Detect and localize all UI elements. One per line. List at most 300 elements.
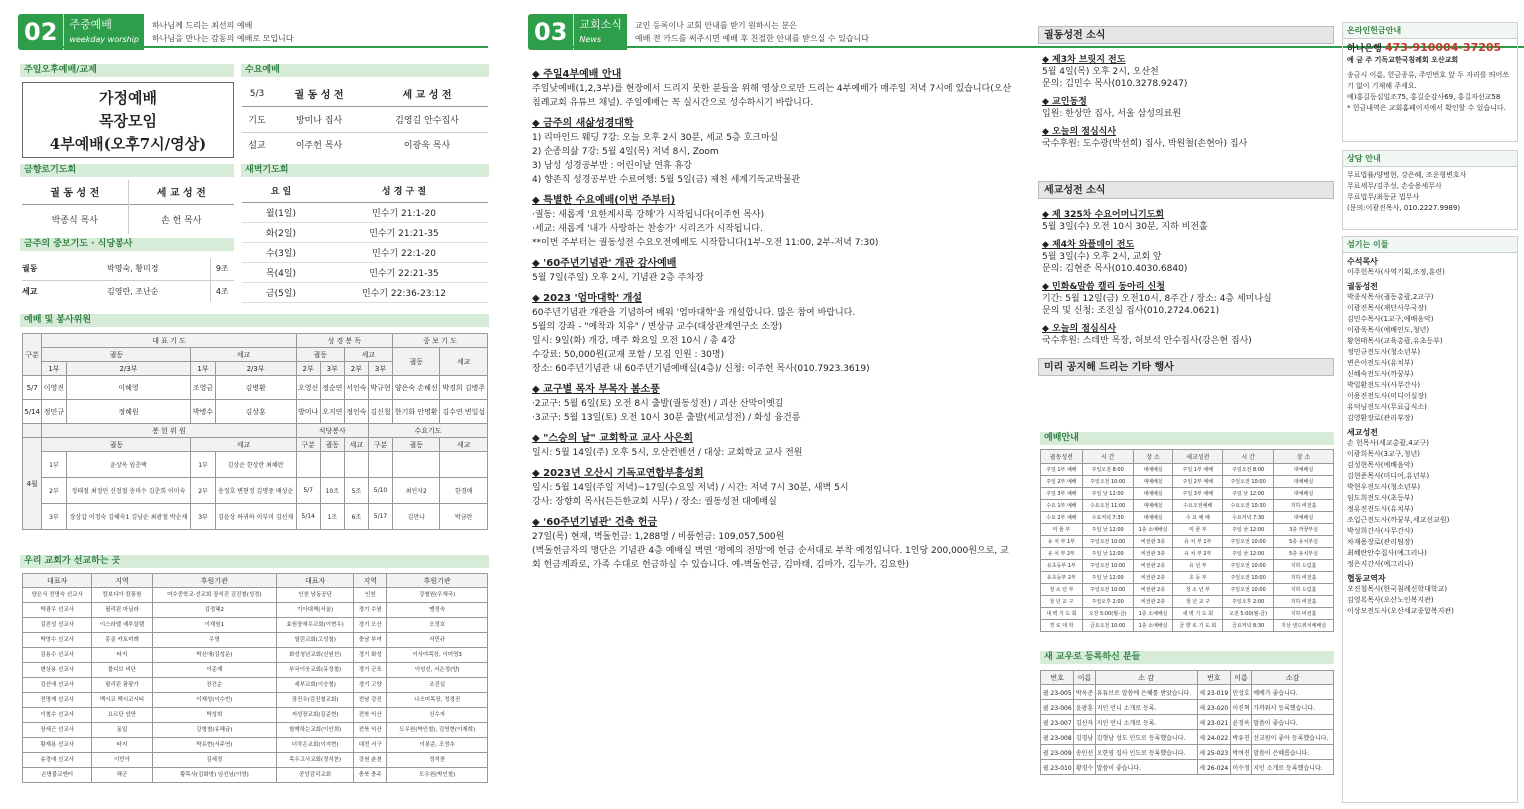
mission-row xyxy=(23,633,488,648)
counsel-line: 무료법률/양병현, 강은혜, 조운형변호사 xyxy=(1347,171,1467,179)
offering-cell xyxy=(440,452,488,478)
serve-sub-header: 2부 xyxy=(344,362,368,376)
news-title: ◆ 교구별 목자 부목자 봄소풍 xyxy=(532,384,660,395)
kwol-item-title: ◆ 교인동정 xyxy=(1042,97,1087,107)
worship-cell: 수요저녁 7:30 xyxy=(1223,512,1274,524)
staff-member: 김영환장로(관리부장) xyxy=(1347,414,1414,422)
dawn-row xyxy=(242,222,488,242)
offering-cell: 한경애 xyxy=(440,478,488,504)
mission-cell: 박영수 선교사 xyxy=(23,633,92,648)
pray-table: 궐동 박명숙, 황미경 9조 세교 김영란, 조난순 4조 xyxy=(22,258,234,302)
newcomer-row xyxy=(1041,715,1334,730)
segyo-news xyxy=(1038,181,1334,351)
worship-cell: 주일오전 10:00 xyxy=(1223,476,1274,488)
offering-row xyxy=(23,452,488,478)
worship-cell: 금요저녁 8:30 xyxy=(1223,620,1274,632)
offering-header-cell: 세교 xyxy=(440,438,488,452)
offering-cell: 송정호 변현정 김명중 배성순 xyxy=(215,478,296,504)
offering-header-cell: 궐동 xyxy=(320,438,344,452)
mission-cell: 이성선, 서은정(양) xyxy=(387,663,488,678)
offering-header-cell: 구분 xyxy=(368,438,392,452)
mission-cell: 박성희 xyxy=(152,708,276,723)
offering-cell: 최인자2 xyxy=(393,478,440,504)
newcomer-header-cell: 이름 xyxy=(1230,671,1251,685)
worship-cell: 비전관 2층 xyxy=(1133,572,1173,584)
mission-cell: 경기 화성 xyxy=(354,648,387,663)
mission-cell: 전북 익산 xyxy=(354,708,387,723)
mission-cell: 정석찬 xyxy=(387,753,488,768)
mission-cell: 목우고사교회(정석찬) xyxy=(277,753,354,768)
staff-member: 정은지간사(예그리나) xyxy=(1347,560,1414,568)
mission-cell: 김용수 선교사 xyxy=(23,648,92,663)
news-body: 주일낮예배(1,2,3부)를 현장에서 드리지 못한 분들을 위해 영상으로만 드리는 4부예배가 매주일 저녁 7시에 있습니다(오산침례교회 유튜브 채널). 주일예배는 꼭 실시간으로 성수하시기 바랍니다. xyxy=(532,84,1012,108)
newcomer-cell: 김경남 xyxy=(1074,730,1095,745)
newcomer-cell: 세 23-021 xyxy=(1197,715,1230,730)
mission-header-cell: 후원기관 xyxy=(152,574,276,588)
staff-member: 오진철목사(한국침례신학대학교) xyxy=(1347,585,1448,593)
worship-cell: 3층 까꿍부실 xyxy=(1274,524,1334,536)
header-desc-1: 교인 등록이나 교회 안내를 받기 원하시는 분은 xyxy=(634,21,798,30)
mission-cell: 열린교회(고성철) xyxy=(277,633,354,648)
mission-cell: 이스라엘 예루살렘 xyxy=(92,618,152,633)
newcomer-cell: 이수정 xyxy=(1230,760,1251,775)
mission-cell: 캄보디아 캄퐁참 xyxy=(92,588,152,603)
mission-cell: 김진성 선교사 xyxy=(23,618,92,633)
worship-cell: 주일오전 10:00 xyxy=(1082,560,1133,572)
worship-cell: 1층 소예배실 xyxy=(1133,608,1173,620)
offering-header-cell: 궐동 xyxy=(393,438,440,452)
worship-row xyxy=(1041,512,1334,524)
newcomer-cell: 궐 23-005 xyxy=(1041,685,1074,700)
worship-cell: 유초등부 1부 xyxy=(1041,560,1083,572)
serve-cell: 박경희 김병주 xyxy=(440,376,488,400)
serve-cell: 오지연 xyxy=(320,400,344,424)
offering-cell xyxy=(296,452,320,478)
serve-row xyxy=(23,376,488,400)
newcomer-cell: 궐 23-009 xyxy=(1041,745,1074,760)
worship-cell: 주일 낮 12:00 xyxy=(1223,548,1274,560)
mission-header-cell: 지역 xyxy=(354,574,387,588)
mission-cell: 도우원(박인철), 김영현(이재희) xyxy=(387,723,488,738)
serve-cell: 김수연 변일섭 xyxy=(440,400,488,424)
segyo-item-body: 5월 3일(수) 오전 10시 30분, 지하 비전홀 xyxy=(1042,222,1208,232)
worship-cell: 주일 낮 12:00 xyxy=(1082,548,1133,560)
mission-cell: 이준재 xyxy=(152,663,276,678)
serve-cell: 오영선 xyxy=(296,376,320,400)
offering-cell: 김상순 한상란 최혜란 xyxy=(215,452,296,478)
staff-member: 조입근전도사(까꿍부,세교선교원) xyxy=(1347,516,1450,524)
newcomer-cell: 궐 23-007 xyxy=(1041,715,1074,730)
mission-cell: 이철수 선교사 xyxy=(23,708,92,723)
mission-cell: 황목사(김화영) 임선님(이영) xyxy=(152,768,276,783)
staff-member: 이광진목사(재단사무국장) xyxy=(1347,304,1427,312)
offering-row xyxy=(23,504,488,530)
staff-member: 이주헌목사(사역기획,조정,훈련) xyxy=(1347,268,1445,276)
kwol-item-body: 5월 4일(목) 오후 2시, 오산천 문의: 김민수 목사(010.3278.9247) xyxy=(1042,67,1188,89)
staff-member: 김현준목사(미디어,유년부) xyxy=(1347,472,1430,480)
dawn-row xyxy=(242,282,488,302)
offering-cell xyxy=(320,452,344,478)
worship-cell: 대예배실 xyxy=(1133,464,1173,476)
newcomers-table xyxy=(1040,670,1334,775)
offering-cell: 윤상옥 임춘택 xyxy=(66,452,191,478)
worship-header-cell: 장 소 xyxy=(1133,450,1173,464)
worship-cell: 청 소 년 부 xyxy=(1173,584,1223,596)
page-number: 02 xyxy=(18,14,63,50)
newcomer-header-cell: 번호 xyxy=(1041,671,1074,685)
mission-cell: 김세정 xyxy=(152,753,276,768)
worship-cell: 대예배실 xyxy=(1133,488,1173,500)
worship-cell: 지상 샌드위치예배실 xyxy=(1274,620,1334,632)
mission-cell: 요르단 암만 xyxy=(92,708,152,723)
serve-row xyxy=(23,400,488,424)
worship-cell: 주일오전 10:00 xyxy=(1223,536,1274,548)
newcomer-cell: 세 23-020 xyxy=(1197,700,1230,715)
offering-cell: 1조 xyxy=(320,504,344,530)
newcomer-header-cell: 소 감 xyxy=(1095,671,1197,685)
newcomer-cell: 말씀이 좋습니다. xyxy=(1095,760,1197,775)
newcomer-cell: 세 25-023 xyxy=(1197,745,1230,760)
serve-cell: 김상훈 xyxy=(215,400,296,424)
serve-cell: 서인숙 xyxy=(344,376,368,400)
worship-cell: 주일 2부 예배 xyxy=(1041,476,1083,488)
mission-cell: 동일 xyxy=(92,723,152,738)
kwol-item-body: 입원: 한상만 집사, 서울 삼성의료원 xyxy=(1042,109,1182,119)
staff-member: 신혜숙전도사(까꿍부) xyxy=(1347,370,1414,378)
mission-cell: 타지 xyxy=(92,738,152,753)
mission-cell: 변상용 선교사 xyxy=(23,663,92,678)
worship-row xyxy=(1041,488,1334,500)
serve-cell: 양은숙 손혜선 xyxy=(393,376,440,400)
newcomer-header-cell: 번호 xyxy=(1197,671,1230,685)
mission-cell: 나오미목장, 정경진 xyxy=(387,693,488,708)
mission-cell: 조진실 xyxy=(387,678,488,693)
newcomer-cell: 가까워서 등록했습니다. xyxy=(1252,700,1334,715)
staff-member: 정유진전도사(유치부) xyxy=(1347,505,1414,513)
divider xyxy=(18,46,488,48)
worship-cell: 주일오전 10:00 xyxy=(1223,584,1274,596)
dawn-cell: 목(4일) xyxy=(265,268,297,279)
offering-header-cell: 구분 xyxy=(296,438,320,452)
worship-cell: 수요오전예배 xyxy=(1173,500,1223,512)
staff-member: 이광욱목사(예배인도,청년) xyxy=(1347,326,1430,334)
news-body: ·2교구: 5월 6일(토) 오전 8시 출발(궐동성전) / 괴산 산막이옛길 ·3교구: 5월 13일(토) 오전 10시 30분 출발(세교성전) / 화성 융건릉 xyxy=(532,399,801,423)
newcomer-cell: 세 24-022 xyxy=(1197,730,1230,745)
newcomer-cell: 박옥준 xyxy=(1074,685,1095,700)
worship-cell: 수요오전 10:30 xyxy=(1223,500,1274,512)
dawn-cell: 민수기 22:36-23:12 xyxy=(361,288,447,299)
worship-cell: 대예배실 xyxy=(1133,476,1173,488)
worship-cell: 5층 유치부실 xyxy=(1274,536,1334,548)
mission-cell: 김선애 선교사 xyxy=(23,678,92,693)
staff-member: 박현우전도사(청소년부) xyxy=(1347,483,1421,491)
worship-cell: 지하 드림홀 xyxy=(1274,560,1334,572)
mission-cell: 화성청년교회(신원선) xyxy=(277,648,354,663)
worship-cell: 수요오전 11:00 xyxy=(1082,500,1133,512)
worship-cell: 수요저녁 7:30 xyxy=(1082,512,1133,524)
worship-cell: 1층 소예배실 xyxy=(1133,524,1173,536)
news-body: 1) 리마인드 웨딩 7강: 오늘 오후 2시 30분, 세교 5층 호크마실 2) 순종의삶 7강: 5월 4일(목) 저녁 8시, Zoom 3) 남성 성경공부반 : 어린이날 연휴 휴강 4) 향존직 성경공부반 수료여행: 5월 5일(금) 제천 세계기독교박물관 xyxy=(532,133,801,185)
mission-header-cell: 대표자 xyxy=(277,574,354,588)
serve-sub-header: 1부 xyxy=(42,362,66,376)
news-title: ◆ '60주년기념관' 건축 헌금 xyxy=(532,517,658,528)
staff-member: 박일환전도사(사무간사) xyxy=(1347,381,1421,389)
worship-cell: 비전관 2층 xyxy=(1133,596,1173,608)
mission-cell: 장건순 xyxy=(152,678,276,693)
fri-table: 궐 동 성 전 세 교 성 전 박종식 목사 손 헌 목사 xyxy=(22,180,234,234)
sunday-line-1: 가정예배 xyxy=(99,89,157,107)
serve-cell: 박병수 xyxy=(191,400,215,424)
offering-cell: 2부 xyxy=(191,478,215,504)
wed-section-title: 수요예배 xyxy=(241,64,489,77)
worship-header-cell: 궐동성전 xyxy=(1041,450,1083,464)
staff-member: 이광희목사(3교구,청년) xyxy=(1347,450,1420,458)
page-subtitle: weekday worship xyxy=(69,35,139,44)
serve-cell: 정민규 xyxy=(42,400,66,424)
sunday-line-2: 목장모임 xyxy=(99,112,157,130)
offering-cell: 김윤상 하귀하 이부미 김선재 xyxy=(215,504,296,530)
mission-cell: 필리핀 마닐라 xyxy=(92,603,152,618)
worship-cell: 금 향 로 기 도 회 xyxy=(1173,620,1223,632)
worship-cell: 주일 낮 12:00 xyxy=(1223,488,1274,500)
mission-cell: 전명재 선교사 xyxy=(23,693,92,708)
worship-cell: 5층 유치부실 xyxy=(1274,548,1334,560)
kwol-news xyxy=(1038,26,1334,154)
mission-cell: 서민규 xyxy=(387,633,488,648)
segyo-item-body: 기간: 5월 12일(금) 오전10시, 8주간 / 장소: 4층 세미나실 문의 및 신청: 조진실 집사(010.2724.0621) xyxy=(1042,294,1272,316)
worship-cell: 오전 5:00(월-금) xyxy=(1082,608,1133,620)
offering-cell: 5/17 xyxy=(368,504,392,530)
header-desc-1: 하나님께 드리는 최선의 예배 xyxy=(151,21,253,30)
newcomer-cell: 박유진 xyxy=(1230,730,1251,745)
staff-member: 이용진전도사(미디어실장) xyxy=(1347,392,1427,400)
mission-cell: 몽골 카토미례 xyxy=(92,633,152,648)
mission-cell: 충북 충주 xyxy=(354,768,387,783)
worship-cell: 대예배실 xyxy=(1133,512,1173,524)
mission-cell: 장진우(김진철교회) xyxy=(277,693,354,708)
worship-cell: 청 년 교 구 xyxy=(1173,596,1223,608)
worship-cell: 오전 5:00(월-금) xyxy=(1223,608,1274,620)
staff-member: 최혜란안수집사(예그리나) xyxy=(1347,549,1427,557)
worship-cell: 초 등 부 xyxy=(1173,572,1223,584)
mission-cell: 경기 오산 xyxy=(354,618,387,633)
worship-cell: 대예배실 xyxy=(1274,464,1334,476)
worship-row xyxy=(1041,536,1334,548)
newcomer-cell: 지인 언니 소개로 등록. xyxy=(1095,715,1197,730)
serve-sub-header: 1부 xyxy=(191,362,215,376)
mission-header-cell: 지역 xyxy=(92,574,152,588)
serve-cell: 5/7 xyxy=(23,376,42,400)
worship-row xyxy=(1041,584,1334,596)
staff-member: 변은이전도사(유치부) xyxy=(1347,359,1414,367)
counsel-line: (문의:이광진목사, 010.2227.9989) xyxy=(1347,204,1461,212)
news-body: 5월 7일(주일) 오후 2시, 기념관 2층 주차장 xyxy=(532,273,704,283)
mission-cell: 경기 수원 xyxy=(354,603,387,618)
staff-group: 세교성전 xyxy=(1347,428,1378,437)
mission-cell: 부국이웃교회(유정철) xyxy=(277,663,354,678)
worship-row xyxy=(1041,464,1334,476)
mission-cell: 우명 xyxy=(152,633,276,648)
mission-row xyxy=(23,708,488,723)
other-events-bar: 미리 공지해 드리는 기타 행사 xyxy=(1038,358,1334,376)
worship-cell: 주일오후 2:00 xyxy=(1223,596,1274,608)
dawn-section-title: 새벽기도회 xyxy=(241,164,489,177)
news-title: ◆ 금주의 새삶성경대학 xyxy=(532,118,634,129)
mission-row xyxy=(23,618,488,633)
mission-row xyxy=(23,603,488,618)
mission-cell: 송경애 선교사 xyxy=(23,753,92,768)
offering-cell: 5/14 xyxy=(296,504,320,530)
page-title: 교회소식 xyxy=(579,18,622,31)
staff-member: 김민수목사(1교구,예배음악) xyxy=(1347,315,1434,323)
dawn-cell: 수(3일) xyxy=(265,248,297,259)
news-body: 60주년기념관 개관을 기념하여 배워 '엄마대학'을 개설합니다. 많은 참여 바랍니다. 5월의 강좌 - "예착과 치유" / 변상규 교수(대상관계연구소 소장) 일시: 9일(화) 개강, 매주 화요일 오전 10시 / 총 4강 수강료: 50,000원(교재 포함 / 모집 인원 : 30명) 장소: 60주년기념관 내 60주년기념예배실(4층)/ 신청: 이주헌 목사(010.7923.3619) xyxy=(532,308,870,374)
offering-cell: 5/10 xyxy=(368,478,392,504)
newcomer-row xyxy=(1041,745,1334,760)
segyo-item-title: ◆ 오늘의 점심식사 xyxy=(1042,324,1117,334)
mission-row xyxy=(23,648,488,663)
worship-cell: 주일 낮 12:00 xyxy=(1082,524,1133,536)
offering-cell: 장상갑 이정숙 김혜숙1 김남순 최광철 박순재 xyxy=(66,504,191,530)
newcomer-cell: 선교원이 좋아 등록했습니다. xyxy=(1252,730,1334,745)
worship-cell: 주일 낮 12:00 xyxy=(1223,524,1274,536)
offering-row xyxy=(23,478,488,504)
dawn-row xyxy=(242,262,488,282)
worship-cell: 주일오전 10:00 xyxy=(1082,584,1133,596)
worship-cell: 유 치 부 2부 xyxy=(1041,548,1083,560)
offering-header-cell: 세교 xyxy=(191,438,296,452)
serve-sub-header: 3부 xyxy=(368,362,392,376)
staff-member: 손 헌목사(세교총괄,4교구) xyxy=(1347,439,1429,447)
page-02-weekday-worship xyxy=(0,0,496,809)
news-body: 27일(목) 현재, 벽돌헌금: 1,288명 / 비품헌금: 109,057,500원 (벽돌헌금자의 명단은 기념관 4층 예배실 벽면 '평예의 전망'에 헌금 순서대로 부착 예정입니다. 1인당 200,000원으로, 교회 헌금계좌로, 가족 수대로 헌금하실 수 있습니다. 예-벽돌헌금, 김마태, 김마가, 김누가, 김요한) xyxy=(532,532,1009,570)
mission-cell: 충남 부여 xyxy=(354,633,387,648)
worship-cell: 미 꿈 부 xyxy=(1041,524,1083,536)
staff-member: 박성희간사(사무간사) xyxy=(1347,527,1414,535)
mission-cell: 황재용 선교사 xyxy=(23,738,92,753)
dawn-row xyxy=(242,242,488,262)
mission-cell: 신수자 xyxy=(387,708,488,723)
offering-cell xyxy=(368,452,392,478)
mission-cell: 전북 익산 xyxy=(354,723,387,738)
offering-cell xyxy=(393,452,440,478)
mission-cell: 경기 고양 xyxy=(354,678,387,693)
page-03-news xyxy=(518,0,1524,809)
worship-cell: 비전관 2층 xyxy=(1133,584,1173,596)
worship-cell: 새 벽 기 도 회 xyxy=(1041,608,1083,620)
page-number: 03 xyxy=(528,14,573,50)
worship-cell: 주일오전 10:00 xyxy=(1082,476,1133,488)
serve-cell: 이혜영 xyxy=(66,376,191,400)
staff-group: 궐동성전 xyxy=(1347,282,1378,291)
mission-cell: 세부교회(이승철) xyxy=(277,678,354,693)
worship-guide-title: 예배안내 xyxy=(1040,432,1334,445)
kwol-item-body: 국수후원: 도수광(박선희) 집사, 박원철(손현아) 집사 xyxy=(1042,139,1248,149)
newcomer-cell: 지인 소개로 등록했습니다. xyxy=(1252,760,1334,775)
mission-row xyxy=(23,693,488,708)
worship-guide-table xyxy=(1040,449,1334,632)
staff-member: 이상모전도사(오산세교종합복지관) xyxy=(1347,607,1454,615)
offering-cell: 3부 xyxy=(42,504,66,530)
newcomer-cell: 황경수 xyxy=(1074,760,1095,775)
mission-cell: 함께하는교회(이인희) xyxy=(277,723,354,738)
serve-cell: 한기화 안명환 xyxy=(393,400,440,424)
worship-cell: 1층 소예배실 xyxy=(1133,620,1173,632)
mission-cell: 해군 xyxy=(92,768,152,783)
newcomer-cell: 세 23-019 xyxy=(1197,685,1230,700)
newcomer-cell: 박여진 xyxy=(1230,745,1251,760)
staff-group: 협동교역자 xyxy=(1347,574,1386,583)
mission-cell: 손명불교엔터 xyxy=(23,768,92,783)
news-column xyxy=(532,68,1012,572)
dawn-table: 요 일 성 경 구 절 월(1일) 민수기 21:1-20 화(2일) 민수기 21:21-35 수(3일) 민수기 22:1-20 목(4일) 민수기 22:21-35 금(5일) 민수기 22:36-23:12 xyxy=(242,180,488,303)
mission-row xyxy=(23,753,488,768)
worship-row xyxy=(1041,560,1334,572)
worship-header-cell: 시 간 xyxy=(1082,450,1133,464)
dawn-row xyxy=(242,202,488,222)
offering-cell: 5/7 xyxy=(296,478,320,504)
segyo-item-title: ◆ 제 325차 수요어머니기도회 xyxy=(1042,210,1165,220)
newcomer-cell: 송민선 xyxy=(1074,745,1095,760)
worship-cell: 대예배실 xyxy=(1274,488,1334,500)
sunday-section-title: 주일오후예배/교제 xyxy=(20,64,234,77)
segyo-item-body: 국수후원: 스데반 목장, 허보석 안수집사(강은현 집사) xyxy=(1042,336,1252,346)
serve-sub-header: 2/3부 xyxy=(215,362,296,376)
mission-cell: 박유현(서주연) xyxy=(152,738,276,753)
newcomer-cell: 이진혁 xyxy=(1230,700,1251,715)
mission-cell: 강원 춘천 xyxy=(354,753,387,768)
kwol-news-bar: 궐동성전 소식 xyxy=(1038,26,1334,44)
mission-cell: 이민아 xyxy=(92,753,152,768)
worship-cell: 주일오후 2:00 xyxy=(1082,596,1133,608)
mission-cell: 몰디브 비단 xyxy=(92,663,152,678)
counseling-box: 상담 안내 무료법률/양병현, 강은혜, 조운형변호사 무료세무/김주성, 손승용세무사 무료법무/최동균 법무사 (문의:이광진목사, 010.2227.9989) xyxy=(1342,150,1518,230)
newcomer-cell: 궐 23-006 xyxy=(1041,700,1074,715)
newcomer-cell: 말씀이 은혜롭습니다. xyxy=(1252,745,1334,760)
worship-cell: 지하 비전홀 xyxy=(1274,608,1334,620)
mission-cell: 인천 xyxy=(354,588,387,603)
offering-cell: 6조 xyxy=(344,504,368,530)
news-title: ◆ "스승의 날" 교회학교 교사 사은회 xyxy=(532,433,694,444)
staff-member: 임도희전도사(초등부) xyxy=(1347,494,1414,502)
mission-cell: 오정호 xyxy=(387,618,488,633)
mission-cell: 여수중학교·선교회 장석진 김진철(성경) xyxy=(152,588,276,603)
mission-cell: 효원장애우교회(이현우) xyxy=(277,618,354,633)
serve-cell: 정인숙 xyxy=(344,400,368,424)
mission-header-cell: 후원기관 xyxy=(387,574,488,588)
serve-cell: 정순연 xyxy=(320,376,344,400)
worship-cell: 비전관 3층 xyxy=(1133,548,1173,560)
mission-cell: 맹정숙 xyxy=(387,603,488,618)
page-subtitle: News xyxy=(579,35,602,44)
page-title: 주중예배 xyxy=(69,18,112,31)
mission-cell: 장세근 선교사 xyxy=(23,723,92,738)
offering-cell: 박금란 xyxy=(440,504,488,530)
worship-cell: 금요오전 10:00 xyxy=(1082,620,1133,632)
mission-row xyxy=(23,723,488,738)
header-desc-2: 예배 전 카드를 써주시면 예배 후 친절한 안내를 받으실 수 있습니다 xyxy=(634,34,870,43)
news-title: ◆ 2023 '엄마대학' 개설 xyxy=(532,293,643,304)
mission-cell: 멕시코 멕시코시티 xyxy=(92,693,152,708)
offering-cell: 1부 xyxy=(191,452,215,478)
offering-header-cell: 궐동 xyxy=(42,438,191,452)
newcomer-header-cell: 이름 xyxy=(1074,671,1095,685)
worship-cell: 비전관 3층 xyxy=(1133,536,1173,548)
mission-cell: 양은식 전명숙 선교사 xyxy=(23,588,92,603)
worship-cell: 주일오전 8:00 xyxy=(1082,464,1133,476)
staff-member: 황현태목사(교육총괄,유초등부) xyxy=(1347,337,1443,345)
sunday-line-3: 4부예배(오후7시/영상) xyxy=(49,135,207,153)
